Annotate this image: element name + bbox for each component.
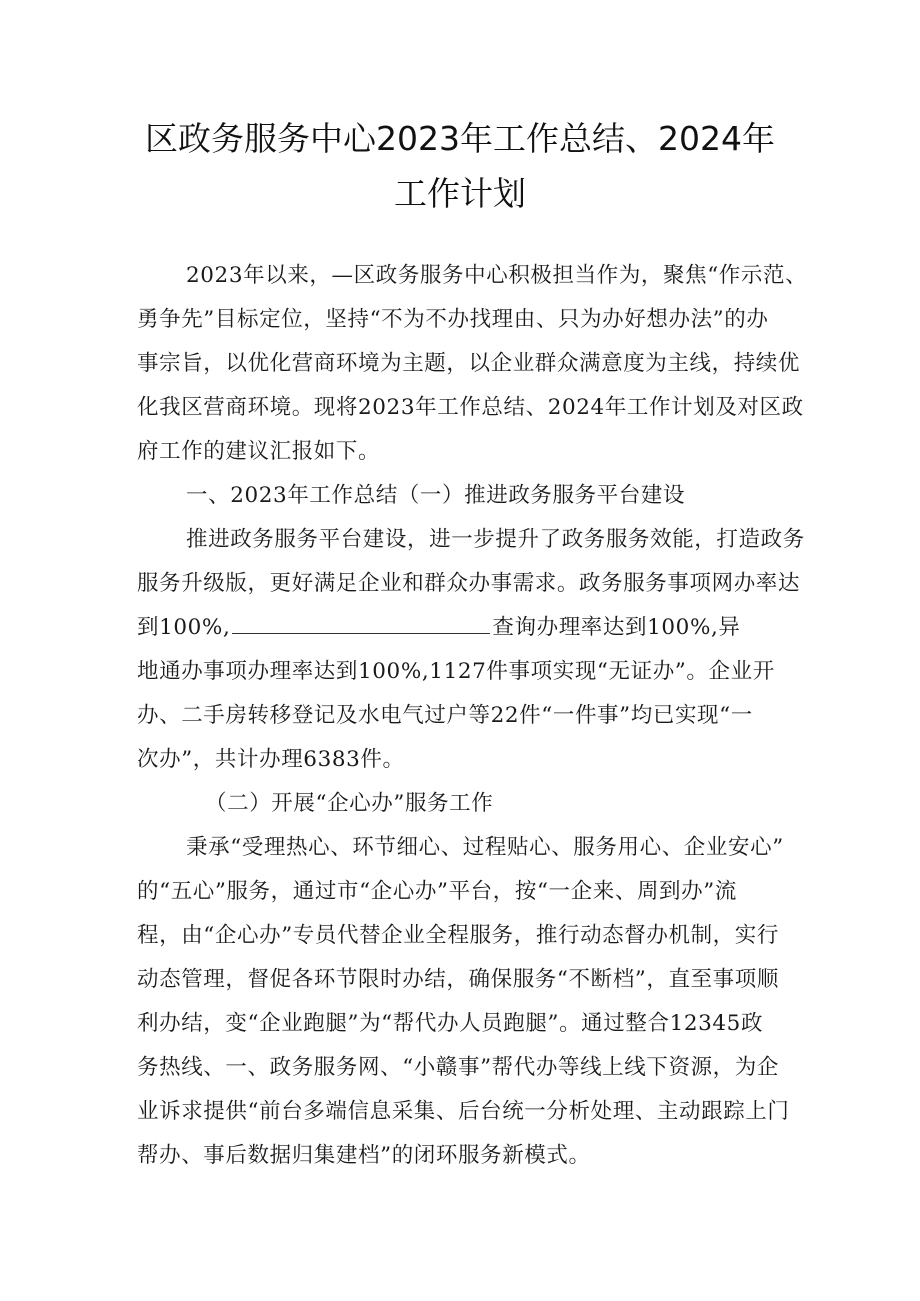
paragraph-line-with-blank [137, 610, 741, 641]
paragraph-line: 动态管理，督促各环节限时办结，确保服务“不断档”，直至事项顺 [137, 967, 779, 992]
line-text-after-blank: 查询办理率达到100%,异 [492, 615, 741, 640]
paragraph-line: 勇争先”目标定位，坚持“不为不办找理由、只为办好想办法”的办 [137, 307, 769, 332]
paragraph-line: 府工作的建议汇报如下。 [137, 439, 381, 464]
paragraph-line: 利办结，变“企业跑腿”为“帮代办人员跑腿”。通过整合12345政 [137, 1011, 764, 1036]
paragraph-line: 办、二手房转移登记及水电气过户等22件“一件事”均已实现“一 [137, 703, 753, 728]
paragraph-line: 次办”，共计办理6383件。 [137, 747, 405, 772]
line-text-before-blank: 到100%, [137, 615, 231, 640]
paragraph-line: 程，由“企心办”专员代替企业全程服务，推行动态督办机制，实行 [137, 923, 779, 948]
section-heading-1: 一、2023年工作总结（一）推进政务服务平台建设 [186, 483, 686, 508]
paragraph-line: 2023年以来，—区政务服务中心积极担当作为，聚焦“作示范、 [186, 263, 808, 288]
paragraph-line: 的“五心”服务，通过市“企心办”平台，按“一企来、周到办”流 [137, 879, 737, 904]
paragraph-line: 务热线、一、政务服务网、“小赣事”帮代办等线上线下资源，为企 [137, 1055, 779, 1080]
paragraph-line: 地通办事项办理率达到100%,1127件事项实现“无证办”。企业开 [137, 659, 775, 684]
fill-in-blank [232, 615, 490, 634]
paragraph-line: 化我区营商环境。现将2023年工作总结、2024年工作计划及对区政 [137, 395, 804, 420]
paragraph-line: 秉承“受理热心、环节细心、过程贴心、服务用心、企业安心” [186, 835, 784, 860]
doc-title-line-2: 工作计划 [394, 174, 526, 213]
paragraph-line: 推进政务服务平台建设，进一步提升了政务服务效能，打造政务 [186, 527, 805, 552]
paragraph-line: 服务升级版，更好满足企业和群众办事需求。政务服务事项网办率达 [137, 571, 801, 596]
doc-title-line-1: 区政务服务中心2023年工作总结、2024年 [145, 119, 775, 158]
paragraph-line: 事宗旨，以优化营商环境为主题，以企业群众满意度为主线，持续优 [137, 351, 801, 376]
paragraph-line: 帮办、事后数据归集建档”的闭环服务新模式。 [137, 1143, 591, 1168]
paragraph-line: 业诉求提供“前台多端信息采集、后台统一分析处理、主动跟踪上门 [137, 1099, 790, 1124]
section-heading-2: （二）开展“企心办”服务工作 [205, 791, 494, 816]
